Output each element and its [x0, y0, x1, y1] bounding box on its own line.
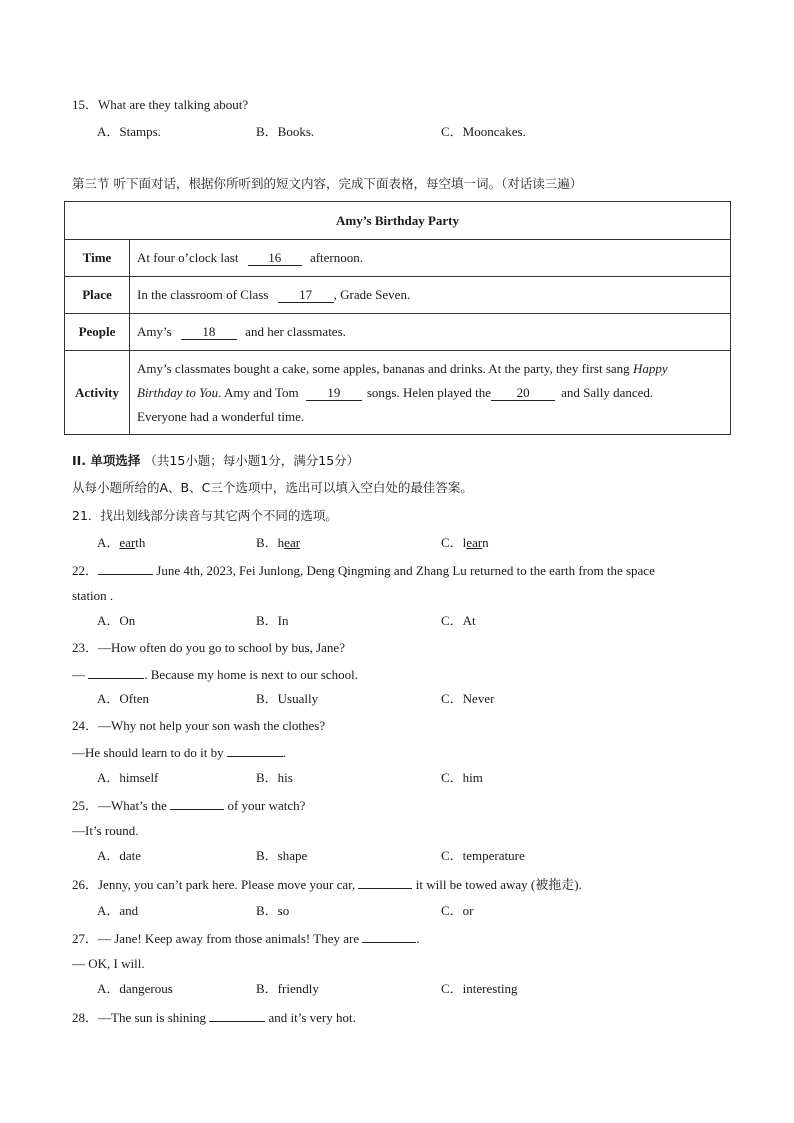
q21-option-b[interactable]: B．hear — [256, 535, 301, 550]
q23-option-a[interactable]: A．Often — [97, 691, 149, 706]
q24-option-c[interactable]: C．him — [441, 770, 483, 785]
q15-option-c[interactable]: C．Mooncakes. — [441, 124, 526, 139]
question-23-reply: — . Because my home is next to our school. — [72, 667, 358, 682]
q25-option-a[interactable]: A．date — [97, 848, 142, 863]
question-25-stem: 25．—What’s the of your watch? — [72, 798, 306, 813]
question-15-stem: 15．What are they talking about? — [72, 97, 249, 112]
birthday-party-table — [64, 201, 731, 435]
section-3-heading: 第三节 听下面对话，根据你所听到的短文内容，完成下面表格，每空填一词。（对话读三遍） — [72, 176, 583, 191]
q27-option-a[interactable]: A．dangerous — [97, 981, 173, 996]
row-label-time: Time — [65, 240, 130, 277]
q26-option-a[interactable]: A．and — [97, 903, 139, 918]
row-label-place: Place — [65, 277, 130, 314]
q25-option-c[interactable]: C．temperature — [441, 848, 525, 863]
question-28-stem: 28．—The sun is shining and it’s very hot. — [72, 1010, 356, 1025]
q27-option-c[interactable]: C．interesting — [441, 981, 518, 996]
q26-option-b[interactable]: B．so — [256, 903, 290, 918]
q21-option-c[interactable]: C．learn — [441, 535, 489, 550]
answer-blank-17[interactable]: 17 — [278, 288, 334, 303]
row-label-people: People — [65, 314, 130, 351]
question-24-stem: 24．—Why not help your son wash the clothes? — [72, 718, 326, 733]
part-2-scoring: （共15小题；每小题1分，满分15分） — [144, 453, 360, 468]
question-27-reply: — OK, I will. — [72, 956, 145, 971]
q23-option-b[interactable]: B．Usually — [256, 691, 319, 706]
table-row-people — [65, 314, 731, 351]
q21-option-a[interactable]: A．earth — [97, 535, 146, 550]
table-row-time — [65, 240, 731, 277]
q27-option-b[interactable]: B．friendly — [256, 981, 319, 996]
answer-blank[interactable] — [88, 666, 144, 679]
q22-option-a[interactable]: A．On — [97, 613, 136, 628]
answer-blank[interactable] — [209, 1009, 265, 1022]
answer-blank[interactable] — [227, 744, 283, 757]
row-text: , Grade Seven. — [333, 287, 411, 302]
table-title: Amy’s Birthday Party — [65, 202, 731, 240]
answer-blank[interactable] — [98, 562, 153, 575]
q26-option-c[interactable]: C．or — [441, 903, 474, 918]
answer-blank-19[interactable]: 19 — [306, 386, 362, 401]
answer-blank[interactable] — [358, 876, 412, 889]
q22-option-c[interactable]: C．At — [441, 613, 476, 628]
q15-option-a[interactable]: A．Stamps. — [97, 124, 161, 139]
question-21-stem: 21．找出划线部分读音与其它两个不同的选项。 — [72, 508, 338, 523]
answer-blank-20[interactable]: 20 — [491, 386, 555, 401]
question-27-stem: 27．— Jane! Keep away from those animals! They are . — [72, 931, 420, 946]
activity-text: Amy’s classmates bought a cake, some apples, bananas and drinks. At the party, they first sang Happy Birthday to You. Amy and Tom 19 songs. Helen played the 20 and Sally danced. Everyone had a wonderful time. — [130, 351, 731, 435]
part-2-instruction: 从每小题所给的A、B、C三个选项中，选出可以填入空白处的最佳答案。 — [72, 480, 473, 495]
question-26-stem: 26．Jenny, you can’t park here. Please move your car, it will be towed away (被拖走). — [72, 877, 582, 892]
question-25-reply: —It’s round. — [72, 823, 139, 838]
part-2-title: II. 单项选择 — [72, 453, 141, 468]
row-text: and her classmates. — [245, 324, 346, 339]
q22-option-b[interactable]: B．In — [256, 613, 289, 628]
question-23-stem: 23．—How often do you go to school by bus, Jane? — [72, 640, 345, 655]
q25-option-b[interactable]: B．shape — [256, 848, 308, 863]
q24-option-b[interactable]: B．his — [256, 770, 293, 785]
part-2-heading — [72, 453, 359, 469]
row-text: afternoon. — [309, 250, 364, 265]
question-22-stem-cont: station . — [72, 588, 114, 603]
answer-blank-16[interactable]: 16 — [248, 251, 302, 266]
q23-option-c[interactable]: C．Never — [441, 691, 495, 706]
row-label-activity: Activity — [65, 351, 130, 435]
answer-blank-18[interactable]: 18 — [181, 325, 237, 340]
row-text: In the classroom of Class — [137, 287, 269, 302]
table-row-activity — [65, 351, 731, 435]
answer-blank[interactable] — [362, 930, 416, 943]
table-row-place — [65, 277, 731, 314]
row-text: At four o’clock last — [137, 250, 239, 265]
row-text: Amy’s — [137, 324, 172, 339]
answer-blank[interactable] — [170, 797, 224, 810]
q15-option-b[interactable]: B．Books. — [256, 124, 315, 139]
q24-option-a[interactable]: A．himself — [97, 770, 159, 785]
question-24-reply: —He should learn to do it by . — [72, 745, 287, 760]
question-22-stem: 22． June 4th, 2023, Fei Junlong, Deng Qingming and Zhang Lu returned to the earth from the space — [72, 563, 655, 578]
